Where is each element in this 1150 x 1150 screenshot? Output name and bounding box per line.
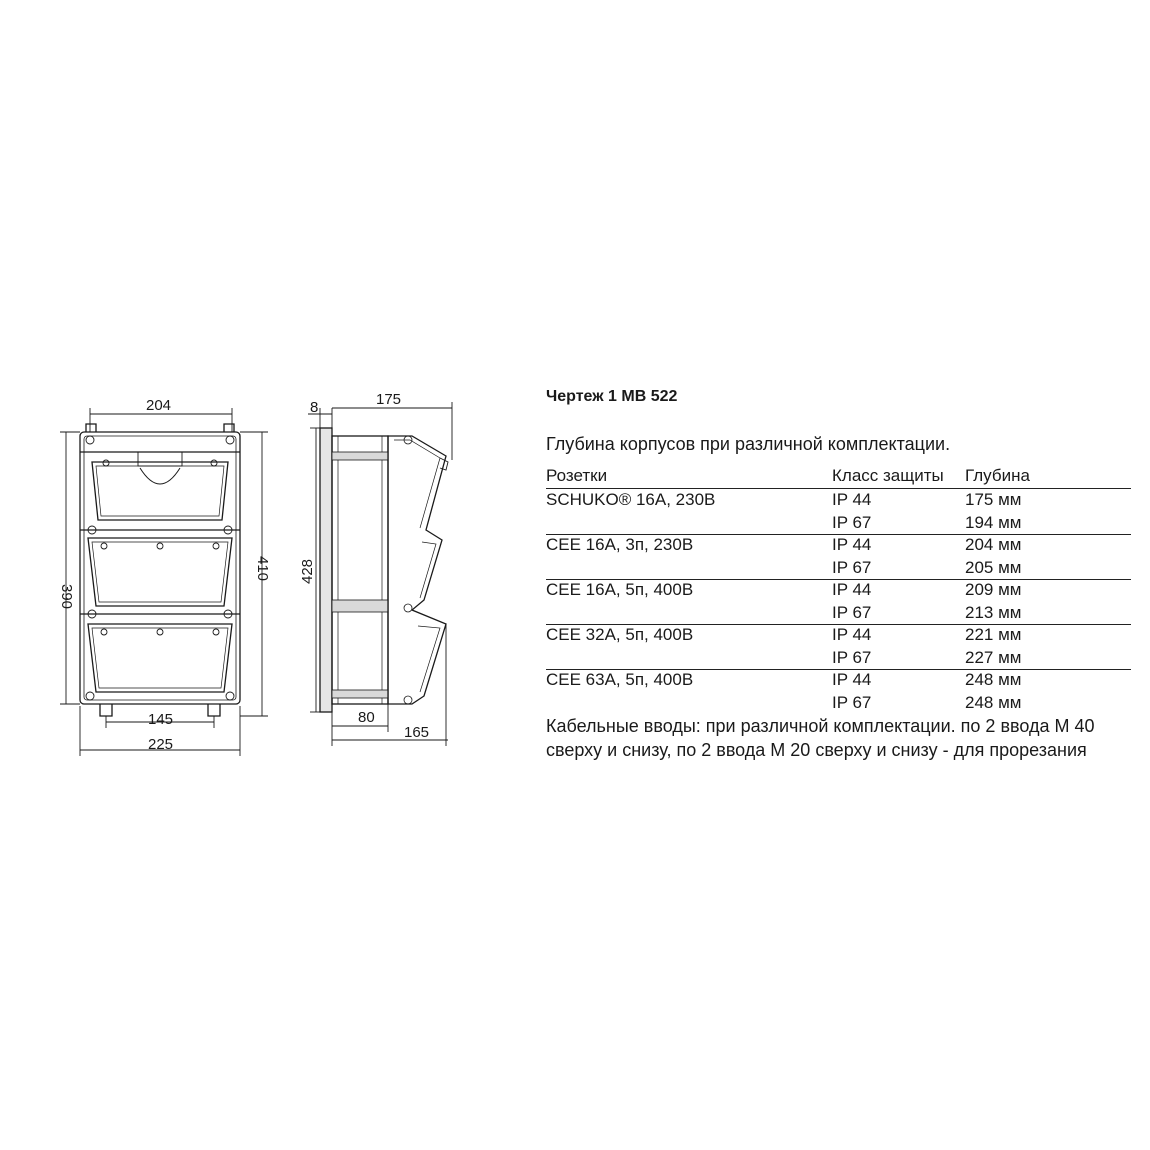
table-header-rule bbox=[546, 488, 1131, 489]
header-depth: Глубина bbox=[965, 466, 1030, 485]
table-subtitle: Глубина корпусов при различной комплектации. bbox=[546, 434, 951, 454]
dim-front-height-outer: 390 bbox=[58, 584, 75, 610]
dim-front-bottom-inner: 145 bbox=[148, 711, 174, 728]
protection-class: IP 44 bbox=[832, 490, 872, 509]
dim-side-depth-bottom: 165 bbox=[404, 724, 430, 741]
header-socket: Розетки bbox=[546, 466, 608, 485]
depth-value: 248 мм bbox=[965, 670, 1022, 689]
depth-value: 227 мм bbox=[965, 647, 1022, 667]
protection-class: IP 44 bbox=[832, 625, 872, 644]
drawing-title: Чертеж 1 MB 522 bbox=[546, 388, 678, 405]
cable-note-line2: сверху и снизу, по 2 ввода М 20 сверху и снизу - для прорезания bbox=[546, 740, 1087, 760]
socket-name: CEE 16А, 5п, 400В bbox=[546, 580, 694, 599]
front-view bbox=[80, 424, 240, 716]
side-view bbox=[320, 428, 448, 712]
depth-value: 194 мм bbox=[965, 512, 1022, 532]
depth-value: 213 мм bbox=[965, 602, 1022, 622]
socket-name: CEE 32А, 5п, 400В bbox=[546, 625, 694, 644]
socket-name: CEE 63А, 5п, 400В bbox=[546, 670, 694, 689]
cable-note-line1: Кабельные вводы: при различной комплектации. по 2 ввода М 40 bbox=[546, 716, 1095, 736]
protection-class: IP 44 bbox=[832, 670, 872, 689]
socket-name: SCHUKO® 16А, 230В bbox=[546, 490, 716, 509]
depth-value: 248 мм bbox=[965, 692, 1022, 712]
socket-name: CEE 16А, 3п, 230В bbox=[546, 535, 694, 554]
dim-side-depth-bottom-inner: 80 bbox=[358, 709, 375, 726]
header-protection: Класс защиты bbox=[832, 466, 944, 485]
depth-value: 205 мм bbox=[965, 557, 1022, 577]
protection-class: IP 67 bbox=[832, 692, 872, 712]
depth-value: 209 мм bbox=[965, 580, 1022, 599]
protection-class: IP 67 bbox=[832, 557, 872, 577]
dim-front-height-inner: 410 bbox=[254, 556, 271, 582]
protection-class: IP 44 bbox=[832, 580, 872, 599]
protection-class: IP 44 bbox=[832, 535, 872, 554]
protection-class: IP 67 bbox=[832, 647, 872, 667]
dim-side-height: 428 bbox=[299, 558, 316, 584]
depth-value: 221 мм bbox=[965, 625, 1022, 644]
protection-class: IP 67 bbox=[832, 602, 872, 622]
depth-value: 204 мм bbox=[965, 535, 1022, 554]
dim-side-flange: 8 bbox=[310, 399, 319, 416]
dim-front-bottom-outer: 225 bbox=[148, 736, 174, 753]
protection-class: IP 67 bbox=[832, 512, 872, 532]
dim-front-top-width: 204 bbox=[146, 397, 172, 414]
depth-value: 175 мм bbox=[965, 490, 1022, 509]
dim-side-depth-top: 175 bbox=[376, 391, 402, 408]
